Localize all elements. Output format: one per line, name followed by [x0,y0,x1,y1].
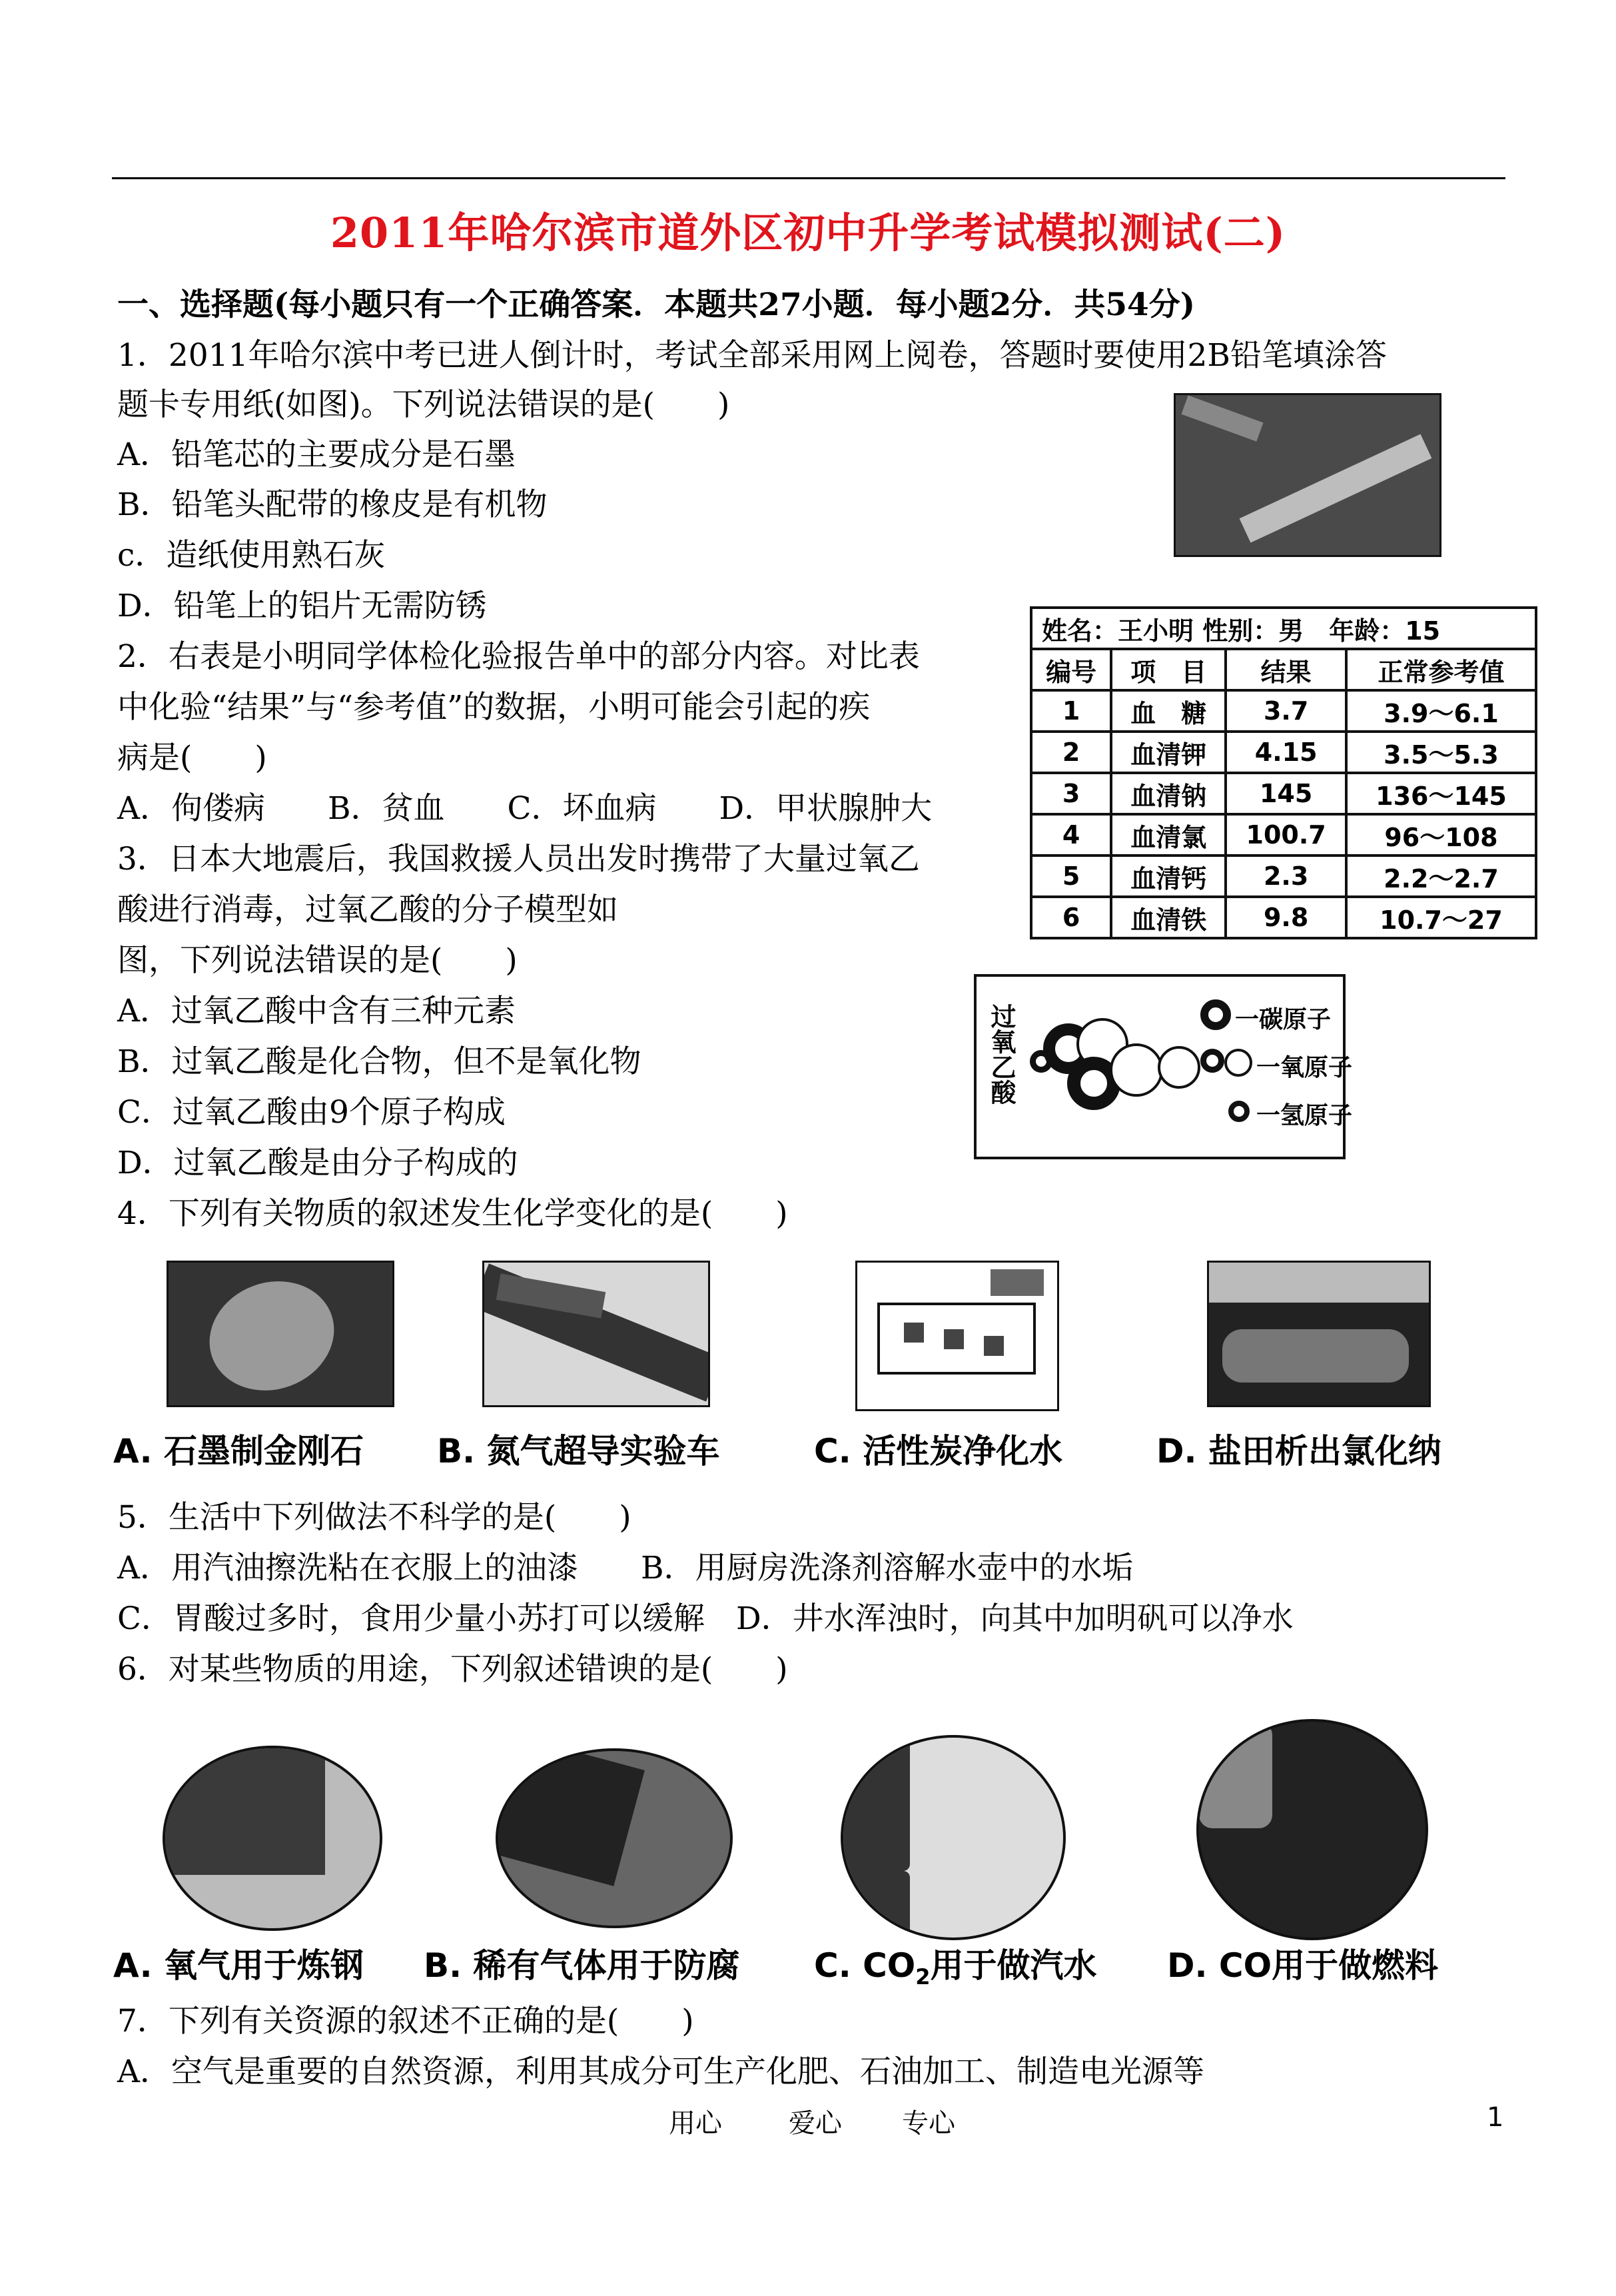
report-col-reference: 正常参考值 [1346,649,1536,690]
q6-caption-c [814,1939,1097,1990]
q6-caption-a: A. 氧气用于炼钢 [113,1946,364,1985]
q3-option-d: D．过氧乙酸是由分子构成的 [117,1145,518,1181]
table-row [1031,814,1536,856]
cell: 5 [1031,856,1111,897]
rare-gas-packaging-photo [496,1748,733,1928]
q4-caption-c: C. 活性炭净化水 [814,1432,1063,1470]
q1-stem-line2: 题卡专用纸(如图)。下列说法错误的是( ) [117,386,730,423]
q6-stem: 6．对某些物质的用途，下列叙述错谀的是( ) [117,1651,788,1688]
q3-option-b: B．过氧乙酸是化合物，但不是氧化物 [117,1043,641,1080]
maglev-train-photo [482,1261,710,1407]
report-header: 姓名：王小明 性别：男 年龄：15 [1031,608,1536,649]
q1-option-a: A．铅笔芯的主要成分是石墨 [117,436,516,473]
oxygen-atom [1158,1046,1200,1089]
q3-option-a: A．过氧乙酸中含有三种元素 [117,993,516,1029]
section-heading: 一、选择题(每小题只有一个正确答案．本题共27小题．每小题2分．共54分) [117,287,1195,323]
q6-caption-d: D. CO用于做燃料 [1167,1946,1439,1985]
table-row [1031,690,1536,732]
q2-options: A．佝偻病 B．贫血 C．坏血病 D．甲状腺肿大 [117,790,933,827]
cell: 4 [1031,814,1111,856]
cell: 2 [1031,732,1111,773]
cell: 136～145 [1346,773,1536,814]
oxygen-atom [1110,1043,1163,1097]
table-row [1031,897,1536,938]
cell: 3.9～6.1 [1346,690,1536,732]
cell: 10.7～27 [1346,897,1536,938]
q1-option-b: B．铅笔头配带的橡皮是有机物 [117,486,548,523]
q5-options-cd: C．胃酸过多时，食用少量小苏打可以缓解 D．井水浑浊时，向其中加明矾可以净水 [117,1600,1294,1637]
q4-caption-b: B. 氮气超导实验车 [437,1432,720,1470]
cell: 3.7 [1226,690,1346,732]
q7-stem: 7．下列有关资源的叙述不正确的是( ) [117,2003,694,2039]
footer-motto-1: 用心 [669,2108,722,2139]
q2-stem-line1: 2．右表是小明同学体检化验报告单中的部分内容。对比表 [117,638,920,675]
q2-stem-line3: 病是( ) [117,740,267,776]
table-row [1031,732,1536,773]
cell: 2.2～2.7 [1346,856,1536,897]
cell: 2.3 [1226,856,1346,897]
q3-stem-line1: 3．日本大地震后，我国救援人员出发时携带了大量过氧乙 [117,841,920,877]
q6-caption-c-suffix: 用于做汽水 [930,1946,1097,1985]
pencil-answer-sheet-photo [1174,393,1441,557]
graphite-diamond-photo [167,1261,394,1407]
steel-making-photo [163,1746,382,1931]
health-report-table [1030,606,1537,939]
q6-caption-c-subscript: 2 [915,1964,931,1990]
hydrogen-atom [1200,1049,1224,1073]
q3-option-c: C．过氧乙酸由9个原子构成 [117,1094,506,1131]
molecule-model-diagram [974,974,1353,1159]
report-col-result: 结果 [1226,649,1346,690]
co-fuel-photo [1196,1719,1428,1940]
q1-option-c: c．造纸使用熟石灰 [117,537,386,574]
table-row [1031,856,1536,897]
cell: 4.15 [1226,732,1346,773]
legend-hydrogen-symbol [1228,1101,1250,1122]
salt-field-photo [1207,1261,1431,1407]
cell: 3 [1031,773,1111,814]
cell: 6 [1031,897,1111,938]
cell: 145 [1226,773,1346,814]
report-col-number: 编号 [1031,649,1111,690]
cell: 血清铁 [1111,897,1226,938]
cell: 血清氯 [1111,814,1226,856]
q4-caption-a: A. 石墨制金刚石 [113,1432,364,1470]
page-number: 1 [1487,2102,1504,2133]
cell: 9.8 [1226,897,1346,938]
legend-hydrogen: 一氢原子 [1256,1102,1353,1129]
q5-options-ab: A．用汽油擦洗粘在衣服上的油漆 B．用厨房洗涤剂溶解水壶中的水垢 [117,1550,1134,1586]
q6-caption-c-prefix: C. CO [814,1946,916,1985]
q2-stem-line2: 中化验“结果”与“参考值”的数据，小明可能会引起的疾 [117,689,871,726]
cell: 96～108 [1346,814,1536,856]
q4-caption-d: D. 盐田析出氯化纳 [1156,1432,1441,1470]
header-rule [112,177,1505,179]
cell: 3.5～5.3 [1346,732,1536,773]
footer-motto-2: 爱心 [789,2108,842,2139]
q1-stem-line1: 1．2011年哈尔滨中考已进人倒计时，考试全部采用网上阅卷，答题时要使用2B铅笔填涂答 [117,337,1387,374]
footer-motto-3: 专心 [902,2108,955,2139]
cell: 血清钠 [1111,773,1226,814]
page-title: 2011年哈尔滨市道外区初中升学考试模拟测试(二) [330,209,1286,257]
report-col-item: 项 目 [1111,649,1226,690]
cell: 血清钙 [1111,856,1226,897]
legend-oxygen-symbol [1224,1049,1252,1077]
q1-option-d: D．铅笔上的铝片无需防锈 [117,588,487,624]
q7-option-a: A．空气是重要的自然资源，利用其成分可生产化肥、石油加工、制造电光源等 [117,2053,1204,2090]
water-purification-diagram [855,1261,1059,1411]
cell: 1 [1031,690,1111,732]
cell: 血清钾 [1111,732,1226,773]
molecule-name: 过氧乙酸 [987,1003,1016,1105]
q6-caption-b: B. 稀有气体用于防腐 [424,1946,740,1985]
cell: 100.7 [1226,814,1346,856]
q3-stem-line2: 酸进行消毒，过氧乙酸的分子模型如 [117,891,618,928]
legend-oxygen: 一氧原子 [1256,1054,1353,1081]
q3-stem-line3: 图，下列说法错误的是( ) [117,942,518,979]
table-row [1031,773,1536,814]
q5-stem: 5．生活中下列做法不科学的是( ) [117,1499,631,1536]
legend-carbon: 一碳原子 [1235,1006,1332,1033]
soda-cans-photo [841,1735,1066,1940]
q4-stem: 4．下列有关物质的叙述发生化学变化的是( ) [117,1195,788,1232]
legend-carbon-symbol [1200,999,1231,1030]
cell: 血 糖 [1111,690,1226,732]
